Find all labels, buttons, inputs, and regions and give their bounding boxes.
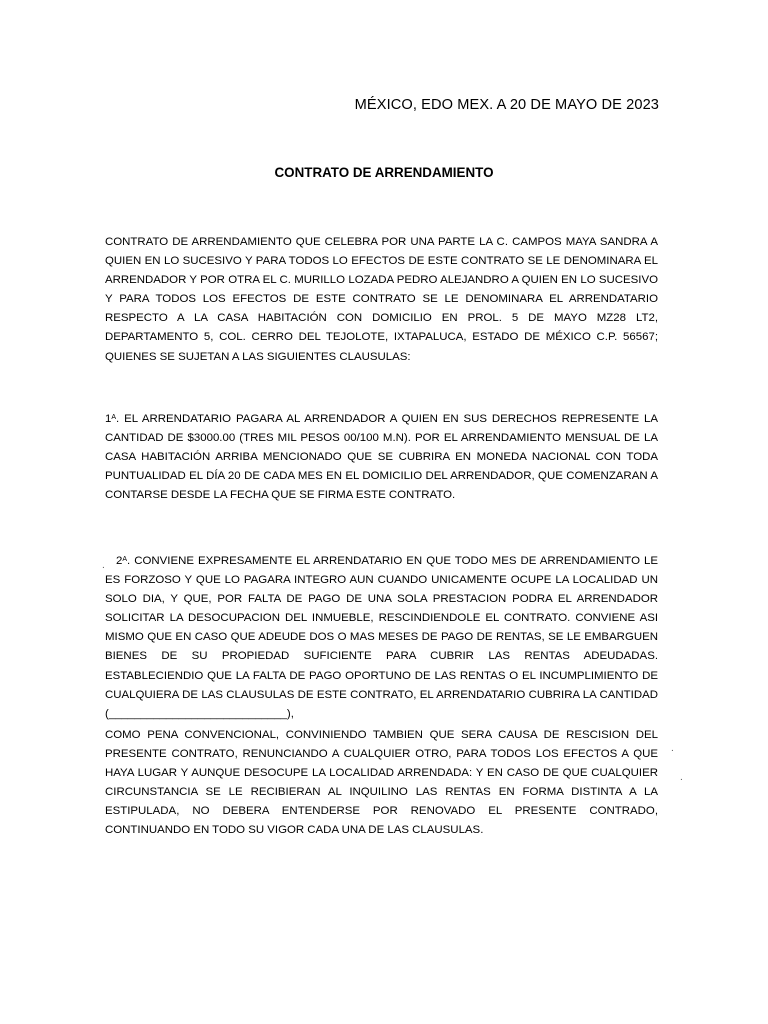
clause-2-continuation: COMO PENA CONVENCIONAL, CONVINIENDO TAMBIEN QUE SERA CAUSA DE RESCISION DEL PRESENTE CONTRATO, RENUNCIANDO A CUALQUIER OTRO, PARA TODOS LOS EFECTOS A QUE HAYA LUGAR Y AUNQUE DESOCUPE LA LOCALIDAD ARRENDADA: Y EN CASO DE QUE CUALQUIER CIRCUNSTANCIA SE LE RECIBIERAN AL INQUILINO LAS RENTAS EN FORMA DISTINTA A LA ESTIPULADA, NO DEBERA ENTENDERSE POR RENOVADO EL PRESENTE CONTRADO, CONTINUANDO EN TODO SU VIGOR CADA UNA DE LAS CLAUSULAS.: [105, 729, 658, 837]
stray-dot-mark: .: [680, 772, 683, 783]
document-title: CONTRATO DE ARRENDAMIENTO: [274, 165, 494, 180]
intro-paragraph: CONTRATO DE ARRENDAMIENTO QUE CELEBRA POR UNA PARTE LA C. CAMPOS MAYA SANDRA A QUIEN EN LO SUCESIVO Y PARA TODOS LO EFECTOS DE ESTE CONTRATO SE LE DENOMINARA EL ARRENDADOR Y POR OTRA EL C. MURILLO LOZADA PEDRO ALEJANDRO A QUIEN EN LO SUCESIVO Y PARA TODOS LOS EFECTOS DE ESTE CONTRATO SE LE DENOMINARA EL ARRENDATARIO RESPECTO A LA CASA HABITACIÓN CON DOMICILIO EN PROL. 5 DE MAYO MZ28 LT2, DEPARTAMENTO 5, COL. CERRO DEL TEJOLOTE, IXTAPALUCA, ESTADO DE MÉXICO C.P. 56567; QUIENES SE SUJETAN A LAS SIGUIENTES CLAUSULAS:: [105, 236, 658, 363]
clause-2-text: . CONVIENE EXPRESAMENTE EL ARRENDATARIO EN QUE TODO MES DE ARRENDAMIENTO LE ES FORZOSO Y QUE LO PAGARA INTEGRO AUN CUANDO UNICAMENTE OCUPE LA LOCALIDAD UN SOLO DIA, Y QUE, POR FALTA DE PAGO DE UNA SOLA PRESTACION PODRA EL ARRENDADOR SOLICITAR LA DESOCUPACION DEL INMUEBLE, RESCINDIENDOLE EL CONTRATO. CONVIENE ASI MISMO QUE EN CASO QUE ADEUDE DOS O MAS MESES DE PAGO DE RENTAS, SE LE EMBARGUEN BIENES DE SU PROPIEDAD SUFICIENTE PARA CUBRIR LAS RENTAS ADEUDADAS. ESTABLECIENDIO QUE LA FALTA DE PAGO OPORTUNO DE LAS RENTAS O EL INCUMPLIMIENTO DE CUALQUIERA DE LAS CLAUSULAS DE ESTE CONTRATO, EL ARRENDATARIO CUBRIRA LA CANTIDAD (____________________________),: [105, 555, 658, 720]
clause-1-number: 1: [105, 413, 112, 425]
clause-2-number: 2: [116, 555, 123, 567]
clause-1: [105, 410, 658, 505]
clause-1-ordinal: A: [111, 414, 117, 421]
stray-dot-mark: .: [671, 743, 674, 754]
clause-1-text: . EL ARRENDATARIO PAGARA AL ARRENDADOR A QUIEN EN SUS DERECHOS REPRESENTE LA CANTIDAD DE $3000.00 (TRES MIL PESOS 00/100 M.N). POR EL ARRENDAMIENTO MENSUAL DE LA CASA HABITACIÓN ARRIBA MENCIONADO QUE SE CUBRIRA EN MONEDA NACIONAL CON TODA PUNTUALIDAD EL DÍA 20 DE CADA MES EN EL DOMICILIO DEL ARRENDADOR, QUE COMENZARAN A CONTARSE DESDE LA FECHA QUE SE FIRMA ESTE CONTRATO.: [105, 413, 658, 502]
stray-dot-mark: .: [102, 560, 105, 571]
clause-2-ordinal: A: [122, 556, 128, 563]
place-date-line: MÉXICO, EDO MEX. A 20 DE MAYO DE 2023: [354, 97, 659, 113]
clause-2: [105, 552, 658, 724]
